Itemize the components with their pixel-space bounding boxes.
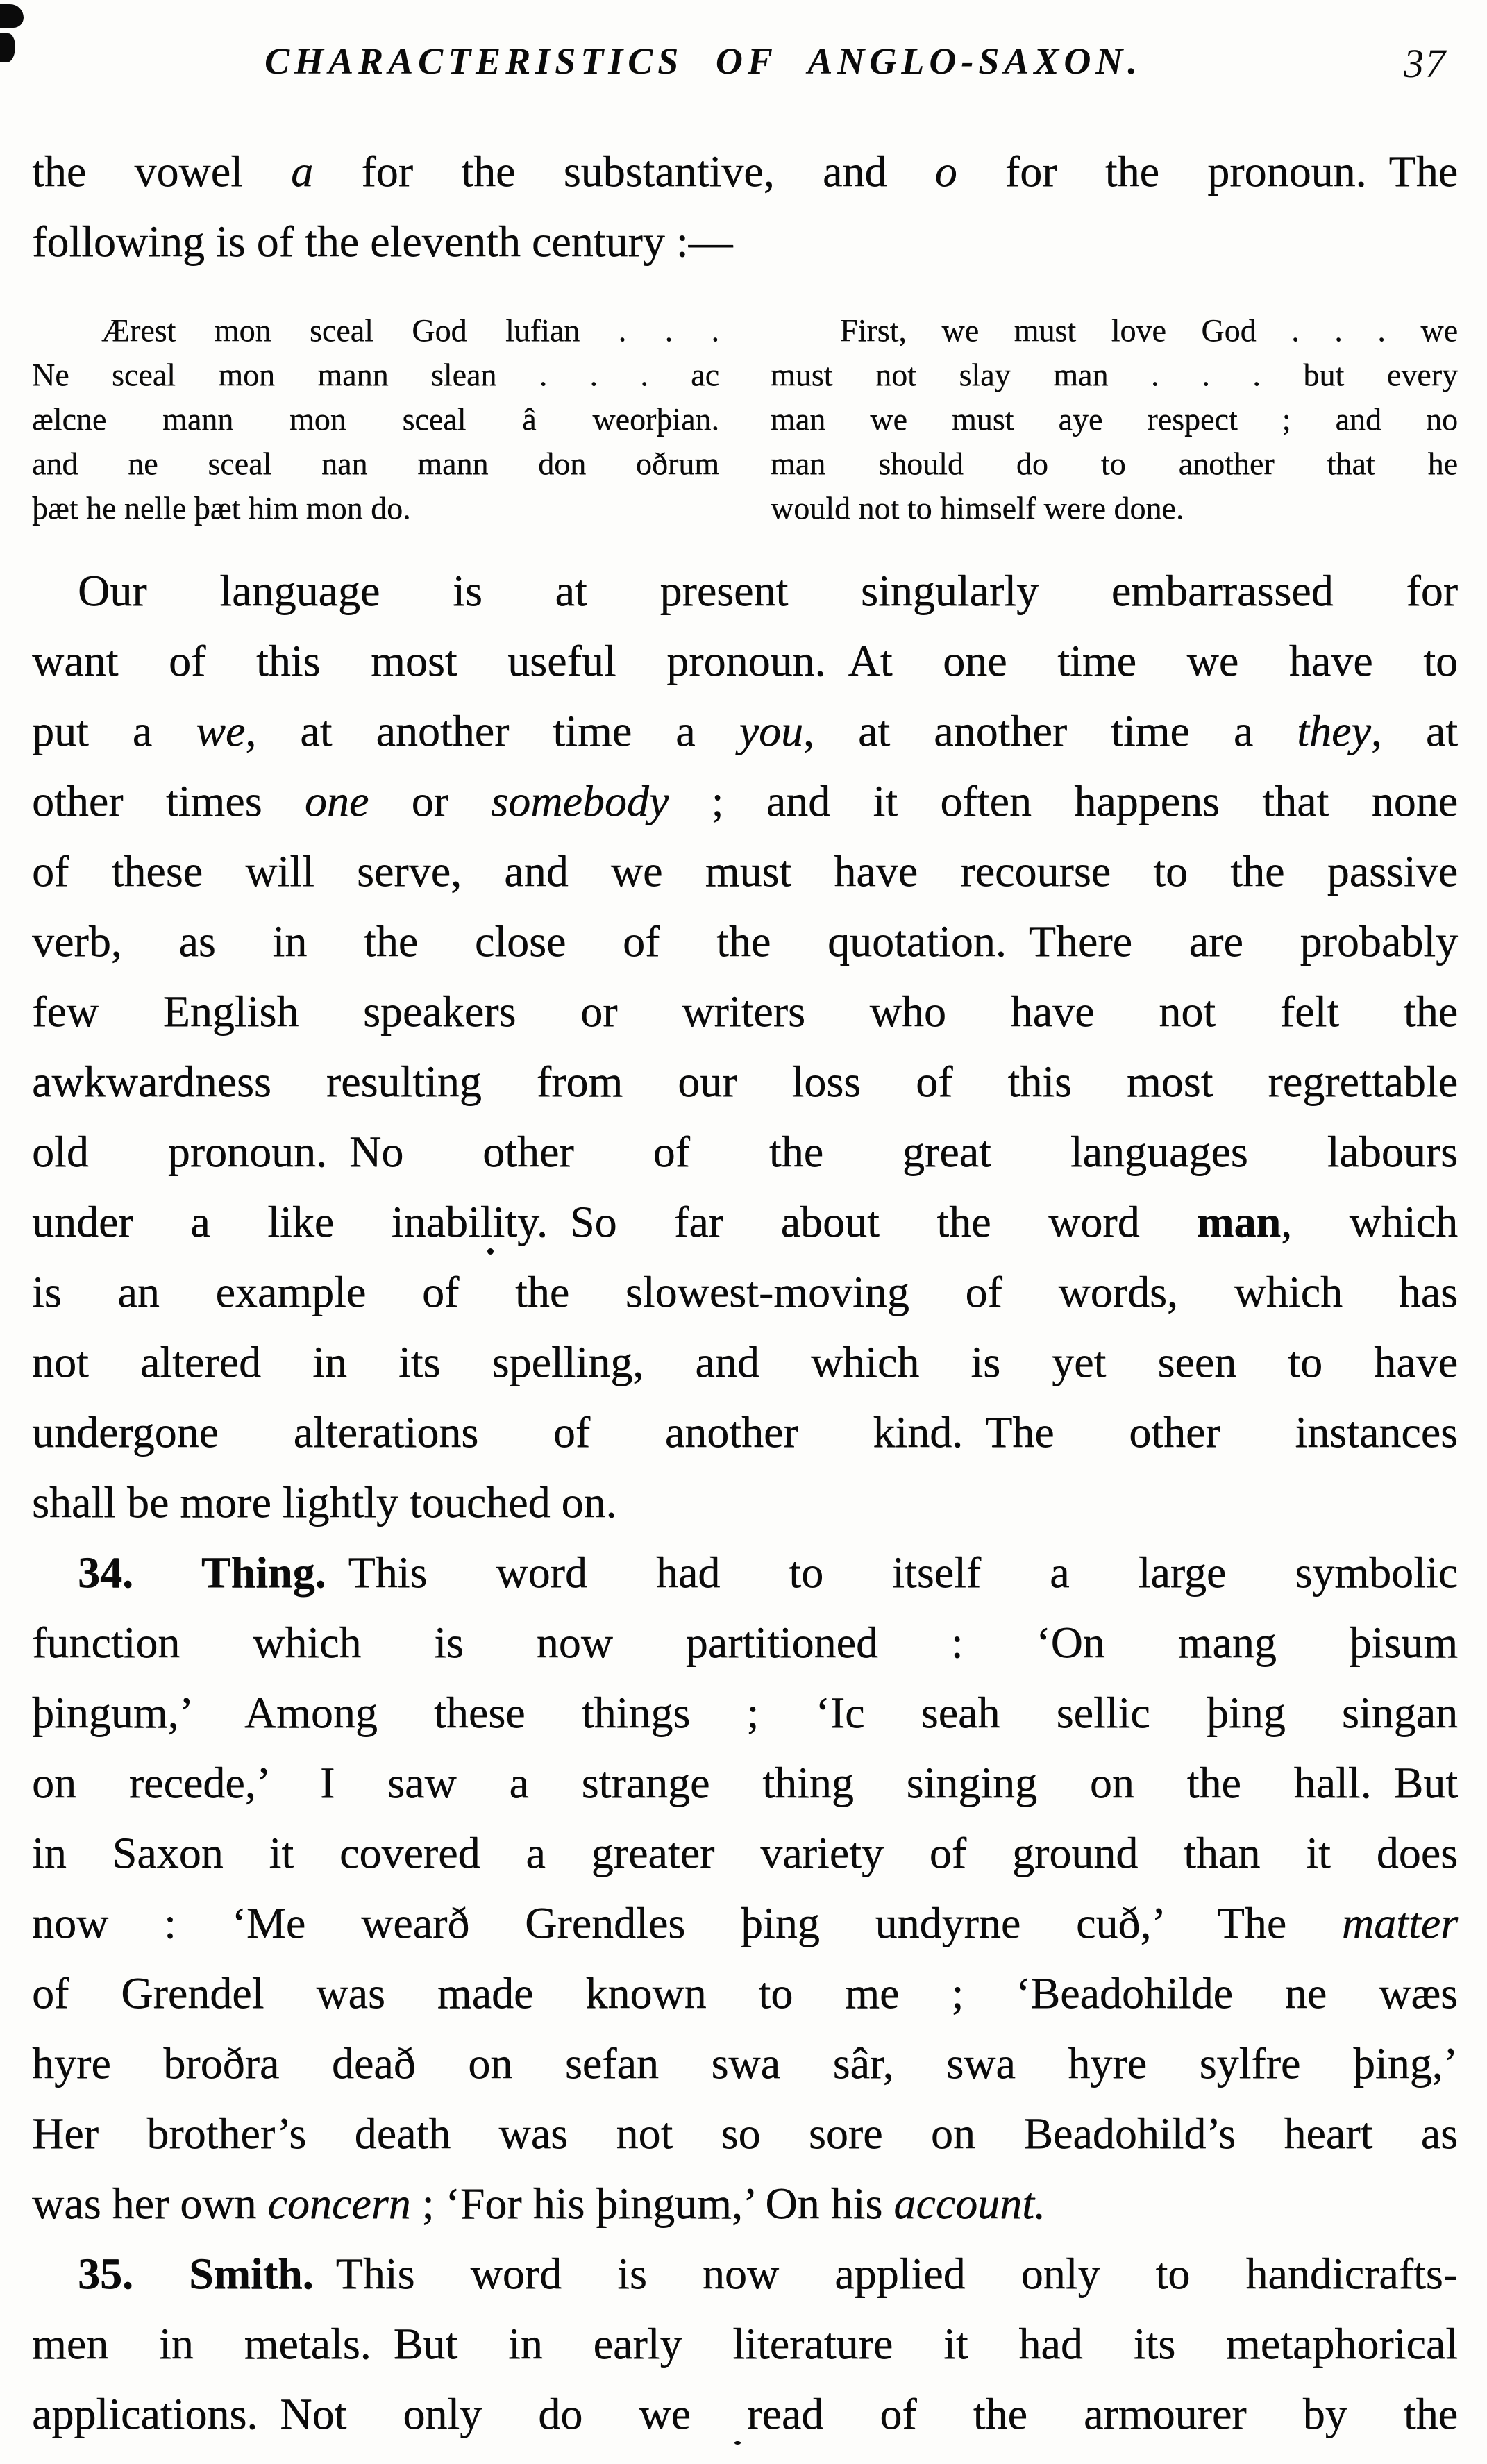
text-run: put a [32,706,196,755]
text-line [32,766,1458,836]
text-line [32,2028,1458,2098]
text-line [32,308,719,353]
text-line [32,397,719,442]
text-run: not altered in its spelling, and which is yet seen to have [32,1337,1458,1386]
text-line [771,353,1458,397]
text-line [32,2308,1458,2379]
text-run: somebody [491,776,669,825]
text-run: for the substantive, and [313,146,935,196]
text-run: ; and it often happens that none [669,776,1459,825]
running-head [32,35,1458,87]
section-35-smith [32,2238,1458,2449]
text-run: one [304,776,369,825]
text-run: account. [893,2179,1045,2228]
text-run: and ne sceal nan mann don oðrum [32,446,719,481]
text-run: or [369,776,492,825]
text-run: , at [1370,706,1459,755]
quote-column-roman [32,308,719,530]
text-run: men in metals. But in early literature it had its metaphorical [32,2319,1458,2368]
text-run: they [1297,706,1371,755]
scan-speck [734,2441,741,2445]
text-line [32,1537,1458,1607]
text-run: was her own [32,2179,268,2228]
text-run: man we must aye respect ; and no [771,401,1458,437]
text-line [32,906,1458,976]
text-line [32,1677,1458,1748]
text-run: on recede,’ I saw a strange thing singing on the hall. But [32,1758,1458,1807]
text-run: , at another time a [803,706,1297,755]
quote-column-italic [771,308,1458,530]
text-run: , which [1281,1197,1459,1246]
text-run: hyre broðra deað on sefan swa sâr, swa hyre sylfre þing,’ [32,2038,1458,2088]
text-run: we [196,706,246,755]
scan-artifact [0,4,24,28]
text-run: þingum,’ Among these things ; ‘Ic seah sellic þing singan [32,1688,1458,1737]
text-line [32,1607,1458,1677]
text-run: Ærest mon sceal God lufian . . . [101,312,719,348]
text-line [32,1958,1458,2028]
text-run: undergone alterations of another kind. The other instances [32,1407,1458,1457]
text-run: few English speakers or writers who have not felt the [32,987,1458,1036]
text-run: must not slay man . . . but every [771,357,1458,392]
text-line [32,626,1458,696]
text-run: of these will serve, and we must have recourse to the passive [32,846,1458,896]
text-line [32,1818,1458,1888]
text-run: man should do to another that he [771,446,1458,481]
text-line [32,1888,1458,1958]
text-run: want of this most useful pronoun. At one time we have to [32,636,1458,685]
text-line [771,486,1458,530]
text-line [32,1187,1458,1257]
text-line [32,2098,1458,2168]
text-run: a [291,146,314,196]
page-number: 37 [1404,41,1447,86]
text-run: the vowel [32,146,292,196]
text-run: in Saxon it covered a greater variety of ground than it does [32,1828,1458,1877]
text-run: concern [267,2179,411,2228]
section-34-thing [32,1537,1458,2238]
text-run: is an example of the slowest-moving of words, which has [32,1267,1458,1316]
text-run: would not to himself were done. [771,490,1184,526]
text-line [32,1397,1458,1467]
text-run: for the pronoun. The [957,146,1459,196]
text-run: Ne sceal mon mann slean . . . ac [32,357,719,392]
text-run: þæt he nelle þæt him mon do. [32,490,411,526]
text-run: Our language is at present singularly embarrassed for [78,566,1458,615]
text-run: following is of the eleventh century :— [32,217,733,266]
text-run: o [934,146,957,196]
text-run: , at another time a [245,706,739,755]
text-run: This word is now applied only to handicrafts- [313,2249,1458,2298]
text-run: ; ‘For his þingum,’ On his [410,2179,894,2228]
text-run: awkwardness resulting from our loss of this most regrettable [32,1057,1458,1106]
pronoun-paragraph [32,555,1458,1537]
text-run: verb, as in the close of the quotation. There are probably [32,916,1458,966]
text-line [32,1748,1458,1818]
text-run: This word had to itself a large symbolic [326,1548,1459,1597]
text-line [32,2168,1458,2238]
text-line [32,696,1458,766]
text-line [32,1327,1458,1397]
opening-paragraph [32,136,1458,276]
text-line [32,836,1458,906]
text-run: applications. Not only do we read of the armourer by the [32,2389,1458,2438]
text-line [32,2379,1458,2449]
text-line [32,1467,1458,1537]
text-run: now : ‘Me wearð Grendles þing undyrne cuð,’ The [32,1898,1342,1947]
text-line [32,442,719,486]
text-run: you [739,706,803,755]
text-line [32,1116,1458,1187]
eleventh-century-quotation [32,308,1458,530]
text-line [32,353,719,397]
text-run: other times [32,776,305,825]
text-run: old pronoun. No other of the great languages labours [32,1127,1458,1176]
text-line [32,976,1458,1046]
text-run: First, we must love God . . . we [840,312,1458,348]
text-line [32,555,1458,626]
text-line [32,486,719,530]
text-run: matter [1341,1898,1458,1947]
text-line [32,1257,1458,1327]
text-run: ælcne mann mon sceal â weorþian. [32,401,719,437]
text-run: 35. Smith. [78,2249,314,2298]
scan-speck [487,1248,494,1255]
text-run: under a like inability. So far about the word [32,1197,1198,1246]
page-body [32,136,1458,2449]
text-line [32,1046,1458,1116]
chapter-title: CHARACTERISTICS OF ANGLO-SAXON. [264,40,1142,82]
text-run: Her brother’s death was not so sore on Beadohild’s heart as [32,2109,1458,2158]
text-run: man [1197,1197,1282,1246]
text-line [32,206,1458,276]
text-line [771,308,1458,353]
text-line [32,2238,1458,2308]
text-line [771,397,1458,442]
text-line [32,136,1458,206]
text-run: function which is now partitioned : ‘On mang þisum [32,1618,1458,1667]
text-run: shall be more lightly touched on. [32,1477,617,1527]
text-line [771,442,1458,486]
text-run: of Grendel was made known to me ; ‘Beadohilde ne wæs [32,1968,1458,2018]
text-run: 34. Thing. [78,1548,326,1597]
